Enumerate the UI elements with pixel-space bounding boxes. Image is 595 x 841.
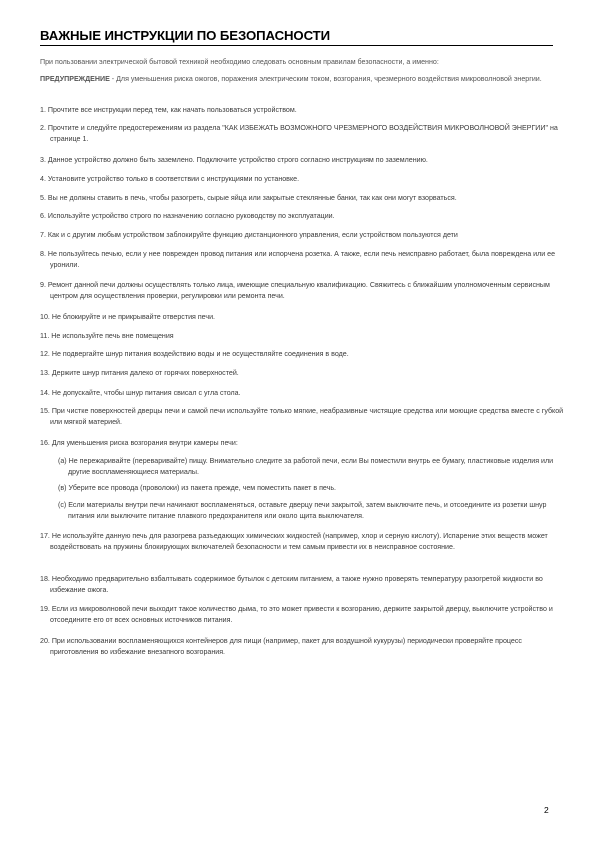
warning-text: - Для уменьшения риска ожогов, поражения электрическим током, возгорания, чрезмерного воздействия микроволновой энергии. xyxy=(109,75,542,83)
subitem-b: (в) Уберите все провода (проволоки) из пакета прежде, чем поместить пакет в печь. xyxy=(58,484,336,492)
instruction-item-14: 14. Не допускайте, чтобы шнур питания свисал с угла стола. xyxy=(40,389,241,397)
subitem-c: (с) Если материалы внутри печи начинают воспламеняться, оставьте дверцу печи закрытой, затем выключите печь, и отсоедините из розетки шнур питания или выключите питание плавкого предохранителя или около щита выключателя. xyxy=(58,501,547,520)
instruction-item-4: 4. Установите устройство только в соответствии с инструкциями по установке. xyxy=(40,175,300,183)
instruction-item-2: 2. Прочтите и следуйте предостережениям из раздела "КАК ИЗБЕЖАТЬ ВОЗМОЖНОГО ЧРЕЗМЕРНОГО ВОЗДЕЙСТВИЯ МИКРОВОЛНОВОЙ ЭНЕРГИИ" на странице 1. xyxy=(40,124,558,143)
title-underline xyxy=(40,45,553,46)
instruction-item-15: 15. При чистке поверхностей дверцы печи и самой печи используйте только мягкие, неабразивные чистящие средства или моющие средства вместе с губкой или мягкой материей. xyxy=(40,407,564,426)
instruction-item-20: 20. При использовании воспламеняющихся контейнеров для пищи (например, пакет для воздушной кукурузы) периодически проверяйте процесс приготовления во избежание внезапного возгорания. xyxy=(40,637,522,656)
instruction-item-19: 19. Если из микроволновой печи выходит такое количество дыма, то это может привести к возгоранию, держите закрытой дверцу, выключите устройство и отсоедините его от всех основных источников питания. xyxy=(40,605,553,624)
warning-paragraph xyxy=(40,74,555,85)
instruction-item-16: 16. Для уменьшения риска возгорания внутри камеры печи: xyxy=(40,439,238,447)
instruction-item-12: 12. Не подвергайте шнур питания воздействию воды и не осуществляйте соединения в воде. xyxy=(40,350,349,358)
instruction-item-13: 13. Держите шнур питания далеко от горячих поверхностей. xyxy=(40,369,239,377)
instruction-item-10: 10. Не блокируйте и не прикрывайте отверстия печи. xyxy=(40,313,216,321)
instruction-item-9: 9. Ремонт данной печи должны осуществлять только лица, имеющие специальную квалификацию. Свяжитесь с ближайшим уполномоченным сервисным центром для осуществления проверки, регулировки или ремонта печи. xyxy=(40,281,550,300)
instruction-item-17: 17. Не используйте данную печь для разогрева разъедающих химических жидкостей (например, хлор и серную кислоту). Испарение этих веществ может воздействовать на пружины блокирующих включателей безопасности и тем самым привести их в неисправное состояние. xyxy=(40,532,548,551)
subitem-a: (а) Не пережаривайте (переваривайте) пищу. Внимательно следите за работой печи, если Вы поместили внутрь ее бумагу, пластиковые изделия или другие воспламеняющиеся материалы. xyxy=(58,457,554,476)
instruction-item-8: 8. Не пользуйтесь печью, если у нее поврежден провод питания или испорчена розетка. А также, если печь неисправно работает, была повреждена или ее уронили. xyxy=(40,250,556,269)
page-title: ВАЖНЫЕ ИНСТРУКЦИИ ПО БЕЗОПАСНОСТИ xyxy=(40,28,331,43)
instruction-item-1: 1. Прочтите все инструкции перед тем, как начать пользоваться устройством. xyxy=(40,106,297,114)
warning-label: ПРЕДУПРЕЖДЕНИЕ xyxy=(40,75,110,83)
instruction-item-3: 3. Данное устройство должно быть заземлено. Подключите устройство строго согласно инструкциям по заземлению. xyxy=(40,156,428,164)
instruction-item-11: 11. Не используйте печь вне помещения xyxy=(40,332,174,340)
instruction-item-6: 6. Используйте устройство строго по назначению согласно руководству по эксплуатации. xyxy=(40,212,335,220)
instruction-item-18: 18. Необходимо предварительно взбалтывать содержимое бутылок с детским питанием, а также нужно проверять температуру разогретой жидкости во избежание ожога. xyxy=(40,575,543,594)
instruction-item-7: 7. Как и с другим любым устройством заблокируйте функцию дистанционного управления, если устройством пользуются дети xyxy=(40,231,458,239)
page-number: 2 xyxy=(544,805,549,815)
instruction-item-5: 5. Вы не должны ставить в печь, чтобы разогреть, сырые яйца или закрытые стеклянные банки, так как они могут взорваться. xyxy=(40,194,457,202)
intro-paragraph: При пользовании электрической бытовой техникой необходимо следовать основным правилам безопасности, а именно: xyxy=(40,58,439,66)
